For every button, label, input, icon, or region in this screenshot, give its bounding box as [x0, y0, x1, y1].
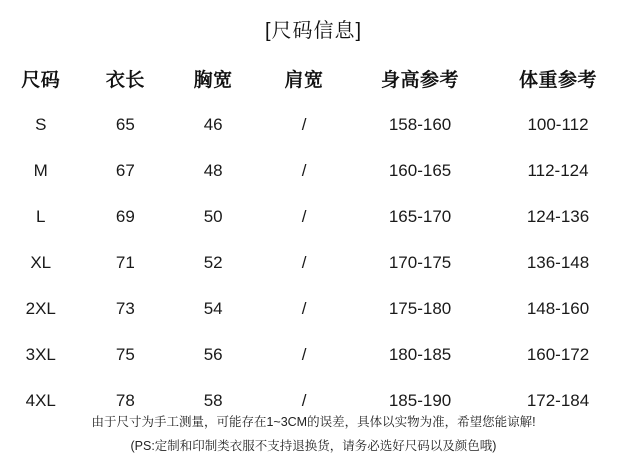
cell-height: 160-165	[388, 161, 452, 180]
return-policy-note: (PS:定制和印制类衣服不支持退换货，请务必选好尺码以及颜色哦)	[130, 438, 497, 453]
cell-size: L	[36, 207, 46, 226]
cell-weight: 148-160	[526, 299, 590, 318]
cell-shoulder: /	[301, 115, 307, 134]
column-header-bust: 胸宽	[193, 70, 233, 91]
cell-height: 158-160	[388, 115, 452, 134]
column-header-length: 衣长	[105, 70, 145, 91]
cell-weight: 124-136	[526, 207, 590, 226]
cell-length: 78	[115, 391, 135, 410]
cell-length: 73	[115, 299, 135, 318]
measurement-note: 由于尺寸为手工测量，可能存在1~3CM的误差，具体以实物为准，希望您能谅解!	[91, 414, 536, 429]
cell-weight: 136-148	[526, 253, 590, 272]
cell-shoulder: /	[301, 299, 307, 318]
cell-size: 2XL	[25, 299, 56, 318]
cell-weight: 112-124	[527, 161, 589, 180]
column-header-weight: 体重参考	[519, 70, 598, 91]
table-row	[0, 102, 627, 148]
cell-size: M	[33, 161, 48, 180]
cell-height: 185-190	[388, 391, 452, 410]
cell-bust: 52	[203, 253, 223, 272]
table-row	[0, 332, 627, 378]
cell-size: S	[35, 115, 47, 134]
cell-shoulder: /	[301, 345, 307, 364]
cell-bust: 56	[203, 345, 223, 364]
cell-shoulder: /	[301, 391, 307, 410]
size-table	[0, 59, 627, 424]
cell-size: 3XL	[25, 345, 56, 364]
table-body	[0, 102, 627, 424]
cell-height: 165-170	[388, 207, 452, 226]
cell-weight: 100-112	[527, 115, 589, 134]
column-header-size: 尺码	[21, 70, 61, 91]
table-row	[0, 240, 627, 286]
cell-length: 71	[115, 253, 135, 272]
cell-length: 69	[115, 207, 135, 226]
cell-length: 67	[115, 161, 135, 180]
cell-size: 4XL	[25, 391, 56, 410]
table-row	[0, 194, 627, 240]
table-header-row	[0, 59, 627, 102]
page-title: [尺码信息]	[264, 20, 363, 42]
cell-weight: 172-184	[526, 391, 590, 410]
cell-length: 75	[115, 345, 135, 364]
table-row	[0, 148, 627, 194]
cell-shoulder: /	[301, 253, 307, 272]
cell-weight: 160-172	[526, 345, 590, 364]
table-header	[0, 59, 627, 102]
cell-shoulder: /	[301, 161, 307, 180]
cell-height: 175-180	[388, 299, 452, 318]
cell-length: 65	[115, 115, 135, 134]
cell-bust: 48	[203, 161, 223, 180]
notes-section	[0, 414, 627, 455]
cell-bust: 58	[203, 391, 223, 410]
column-header-height: 身高参考	[381, 70, 460, 91]
cell-height: 170-175	[388, 253, 452, 272]
cell-shoulder: /	[301, 207, 307, 226]
cell-size: XL	[30, 253, 52, 272]
table-row	[0, 286, 627, 332]
column-header-shoulder: 肩宽	[284, 70, 324, 91]
cell-bust: 54	[203, 299, 223, 318]
cell-bust: 46	[203, 115, 223, 134]
cell-bust: 50	[203, 207, 223, 226]
cell-height: 180-185	[388, 345, 452, 364]
